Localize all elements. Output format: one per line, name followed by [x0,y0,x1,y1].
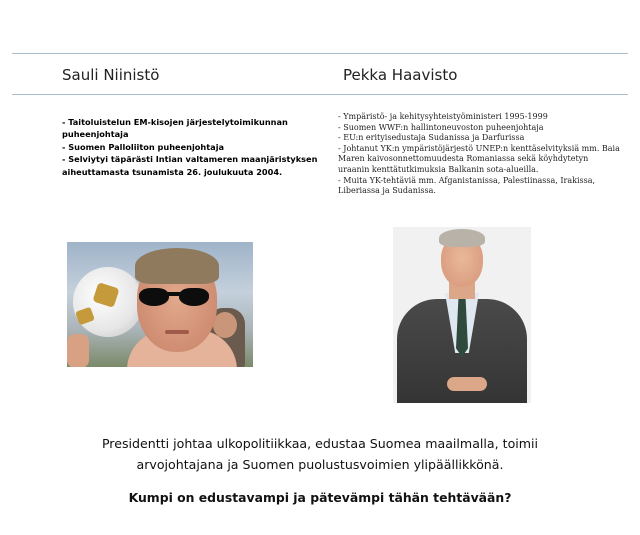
hands-shape [447,377,487,391]
sunglasses-left-lens [139,288,169,306]
sunglasses-right-lens [179,288,209,306]
football-shape [73,267,143,337]
list-item: - Selviytyi täpärästi Intian valtameren maanjäristyksen aiheuttamasta tsunamista 26. joulukuuta 2004. [62,154,318,177]
list-item: - Johtanut YK:n ympäristöjärjestö UNEP:n kenttäselvityksiä mm. Baia Maren kaivosonnettomuudesta Romaniassa sekä köyhdytetyn uraanin kenttätutkimuksia Balkanin sota-alueilla. [338,143,620,174]
list-item: - Ympäristö- ja kehitysyhteistyöministeri 1995-1999 [338,112,548,121]
question-text: Kumpi on edustavampi ja pätevämpi tähän tehtävään? [128,490,512,505]
list-item: - Muita YK-tehtäviä mm. Afganistanissa, Palestiinassa, Irakissa, Liberiassa ja Sudanissa. [338,175,596,196]
caption-line-1: Presidentti johtaa ulkopolitiikkaa, edustaa Suomea maailmalla, toimii [101,436,539,451]
hair-shape [439,229,485,247]
sunglasses-bridge [167,292,181,296]
top-divider [12,53,628,54]
mouth-shape [165,330,189,334]
hand-shape [67,334,89,367]
background-person-head [213,312,237,338]
candidate-name-right: Pekka Haavisto [343,66,458,84]
header-divider [12,94,628,95]
left-bullet-list [62,116,332,178]
list-item: - Suomen WWF:n hallintoneuvoston puheenjohtaja [338,122,544,132]
right-bullet-list [338,112,620,197]
list-item: - Taitoluistelun EM-kisojen järjestelytoimikunnan puheenjohtaja [62,117,288,140]
caption-line-2: arvojohtajana ja Suomen puolustusvoimien ylipäällikkönä. [136,457,504,472]
photo-pekka-haavisto [393,227,531,403]
photo-sauli-niinisto [67,242,253,367]
candidate-name-left: Sauli Niinistö [62,66,160,84]
list-item: - Suomen Palloliiton puheenjohtaja [62,141,225,152]
hair-shape [135,248,219,284]
list-item: - EU:n erityisedustaja Sudanissa ja Darfurissa [338,133,525,143]
